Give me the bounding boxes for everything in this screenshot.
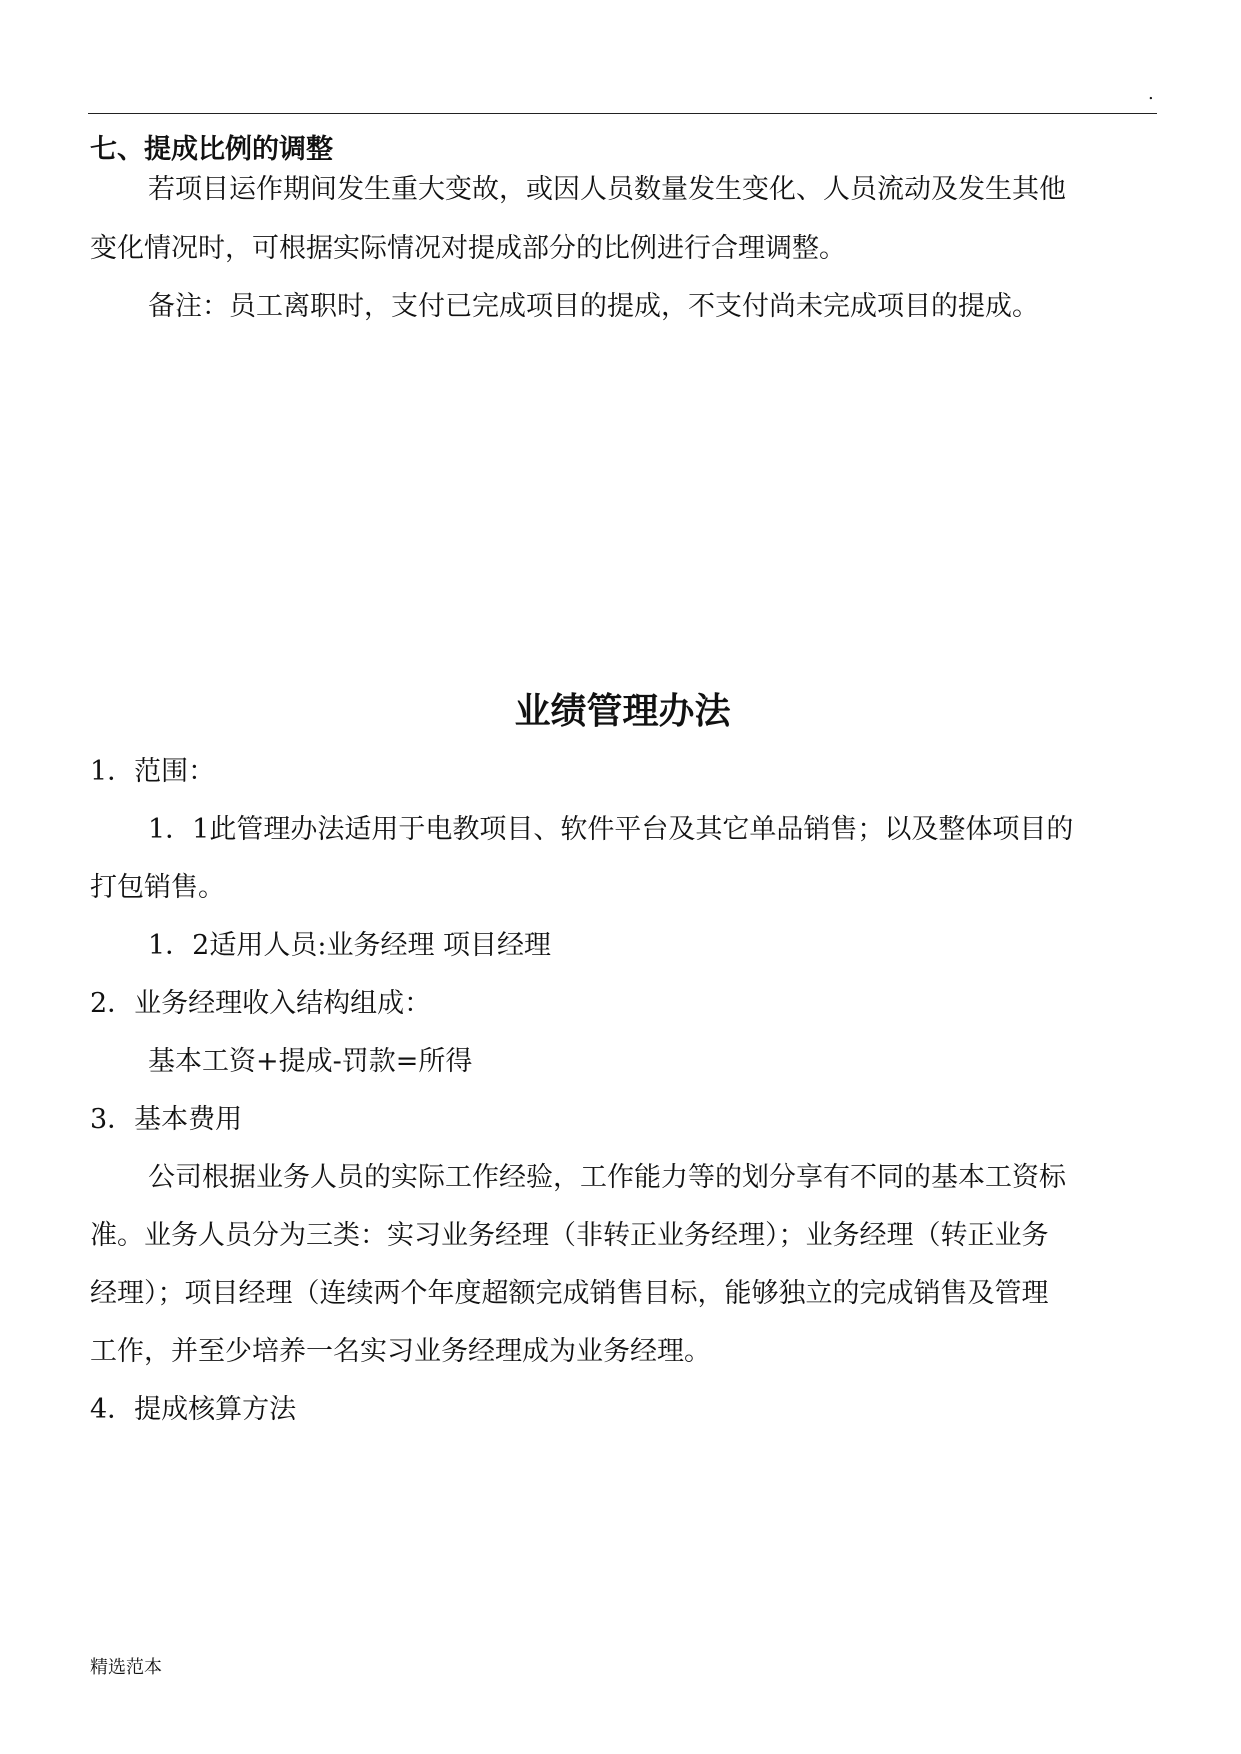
footer-text: 精选范本: [90, 1657, 162, 1678]
paragraph-line: 工作，并至少培养一名实习业务经理成为业务经理。: [90, 1336, 711, 1367]
section-heading: 1．范围：: [90, 756, 216, 787]
paragraph-line: 变化情况时，可根据实际情况对提成部分的比例进行合理调整。: [90, 233, 846, 264]
header-rule: [88, 113, 1157, 114]
paragraph-line: 若项目运作期间发生重大变故，或因人员数量发生变化、人员流动及发生其他: [148, 174, 1066, 205]
paragraph-line: 公司根据业务人员的实际工作经验，工作能力等的划分享有不同的基本工资标: [148, 1162, 1066, 1193]
note-line: 备注：员工离职时，支付已完成项目的提成，不支付尚未完成项目的提成。: [148, 291, 1039, 322]
section-heading: 七、提成比例的调整: [90, 134, 333, 165]
document-title: 业绩管理办法: [514, 691, 731, 732]
formula-line: 基本工资+提成-罚款=所得: [148, 1046, 473, 1077]
paragraph-line: 1．2适用人员:业务经理 项目经理: [148, 930, 552, 961]
section-heading: 4．提成核算方法: [90, 1394, 297, 1425]
paragraph-line: 1．1此管理办法适用于电教项目、软件平台及其它单品销售；以及整体项目的: [148, 814, 1074, 845]
section-heading: 2．业务经理收入结构组成：: [90, 988, 432, 1019]
section-heading: 3．基本费用: [90, 1104, 243, 1135]
header-mark: .: [1148, 83, 1154, 104]
paragraph-line: 经理）；项目经理（连续两个年度超额完成销售目标，能够独立的完成销售及管理: [90, 1278, 1049, 1309]
paragraph-line: 准。业务人员分为三类：实习业务经理（非转正业务经理）；业务经理（转正业务: [90, 1220, 1049, 1251]
paragraph-line: 打包销售。: [90, 872, 225, 903]
